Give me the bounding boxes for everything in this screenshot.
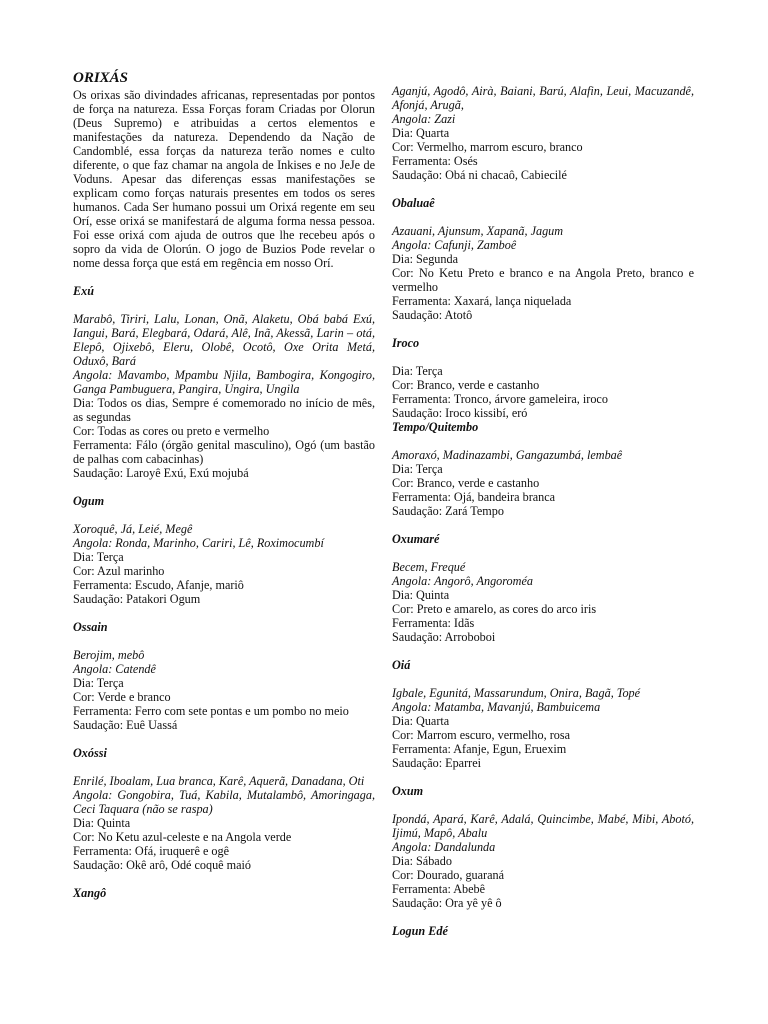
section-heading-obaluae: Obaluaê <box>392 196 435 210</box>
oia-ferramenta: Ferramenta: Afanje, Egun, Eruexim <box>392 742 567 756</box>
oxossi-angola: Angola: Gongobira, Tuá, Kabila, Mutalambô, Amoringaga, Ceci Taquara (não se raspa) <box>73 788 375 816</box>
oxumare-cor: Cor: Preto e amarelo, as cores do arco iris <box>392 602 597 616</box>
spacer <box>392 350 694 364</box>
section-heading-oxossi: Oxóssi <box>73 746 107 760</box>
oxumare-names: Becem, Frequé <box>392 560 466 574</box>
oxumare-ferramenta: Ferramenta: Idãs <box>392 616 475 630</box>
page-title: ORIXÁS <box>73 70 129 86</box>
spacer <box>392 672 694 686</box>
iroco-dia: Dia: Terça <box>392 364 443 378</box>
oxumare-angola: Angola: Angorô, Angoroméa <box>392 574 533 588</box>
oia-names: Igbale, Egunitá, Massarundum, Onira, Bagã, Topé <box>392 686 641 700</box>
ogum-angola: Angola: Ronda, Marinho, Cariri, Lê, Roximocumbí <box>73 536 324 550</box>
obaluae-names: Azauani, Ajunsum, Xapanã, Jagum <box>392 224 564 238</box>
spacer <box>73 732 375 746</box>
oxossi-names: Enrilé, Iboalam, Lua branca, Karê, Aquerã, Danadana, Oti <box>73 774 365 788</box>
oxumare-saudacao: Saudação: Arroboboi <box>392 630 496 644</box>
exu-names: Marabô, Tiriri, Lalu, Lonan, Onã, Alaketu, Obá babá Exú, Iangui, Bará, Elegbará, Odará, Alê, Inã, Akessã, Larin – otá, Elepô, Ojixebô, Eleru, Olobê, Ocotô, Oxe Orita Metá, Oduxô, Bará <box>73 312 375 368</box>
intro-paragraph: Os orixas são divindades africanas, representadas por pontos de força na natureza. Essa Forças foram Criadas por Olorun (Deus Supremo) e atribuidas a certos elementos e manifestações da natureza. Dependendo da Nação de Candomblé, essa forças da natureza terão nomes e culto diferente, o que faz chamar na angola de Inkises e no JeJe de Voduns. Apesar das diferenças essas manifestações se explicam como forças naturais presentes em todos os seres humanos. Cada Ser humano possui um Orixá regente em seu Orí, esse orixá se manifestará de alguma forma nessa pessoa. Foi esse orixá com ajuda de outros que lhe recebeu após o sopro da vida de Olorún. O jogo de Buzios Pode revelar o nome dessa força que está em regência em nosso Orí. <box>73 88 375 270</box>
obaluae-cor: Cor: No Ketu Preto e branco e na Angola Preto, branco e vermelho <box>392 266 694 294</box>
right-column <box>392 84 694 938</box>
exu-cor: Cor: Todas as cores ou preto e vermelho <box>73 424 270 438</box>
ogum-cor: Cor: Azul marinho <box>73 564 165 578</box>
exu-saudacao: Saudação: Laroyê Exú, Exú mojubá <box>73 466 249 480</box>
oxum-dia: Dia: Sábado <box>392 854 452 868</box>
section-heading-exu: Exú <box>73 284 95 298</box>
xango-cor: Cor: Vermelho, marrom escuro, branco <box>392 140 583 154</box>
oxossi-ferramenta: Ferramenta: Ofá, iruquerê e ogê <box>73 844 229 858</box>
ossain-saudacao: Saudação: Euê Uassá <box>73 718 178 732</box>
section-heading-xango: Xangô <box>73 886 107 900</box>
spacer <box>73 270 375 284</box>
spacer <box>73 298 375 312</box>
section-heading-ogum: Ogum <box>73 494 105 508</box>
ossain-ferramenta: Ferramenta: Ferro com sete pontas e um pombo no meio <box>73 704 349 718</box>
oia-cor: Cor: Marrom escuro, vermelho, rosa <box>392 728 571 742</box>
spacer <box>392 546 694 560</box>
left-column <box>73 70 375 900</box>
spacer <box>73 606 375 620</box>
oxossi-cor: Cor: No Ketu azul-celeste e na Angola verde <box>73 830 292 844</box>
section-heading-tempo: Tempo/Quitembo <box>392 420 479 434</box>
spacer <box>73 634 375 648</box>
ogum-saudacao: Saudação: Patakori Ogum <box>73 592 201 606</box>
spacer <box>392 798 694 812</box>
tempo-names: Amoraxó, Madinazambi, Gangazumbá, lembaê <box>392 448 623 462</box>
spacer <box>392 644 694 658</box>
xango-names: Aganjú, Agodô, Airà, Baiani, Barú, Alafin, Leui, Macuzandê, Afonjá, Arugã, <box>392 84 694 112</box>
xango-ferramenta: Ferramenta: Osés <box>392 154 478 168</box>
spacer <box>392 182 694 196</box>
ossain-angola: Angola: Catendê <box>73 662 156 676</box>
tempo-ferramenta: Ferramenta: Ojá, bandeira branca <box>392 490 556 504</box>
section-heading-iroco: Iroco <box>392 336 420 350</box>
oia-saudacao: Saudação: Eparrei <box>392 756 481 770</box>
section-heading-oia: Oiá <box>392 658 411 672</box>
oxossi-dia: Dia: Quinta <box>73 816 131 830</box>
iroco-ferramenta: Ferramenta: Tronco, árvore gameleira, iroco <box>392 392 608 406</box>
xango-dia: Dia: Quarta <box>392 126 450 140</box>
oxossi-saudacao: Saudação: Okê arô, Odé coquê maió <box>73 858 252 872</box>
oia-angola: Angola: Matamba, Mavanjú, Bambuicema <box>392 700 601 714</box>
tempo-saudacao: Saudação: Zará Tempo <box>392 504 504 518</box>
ossain-cor: Cor: Verde e branco <box>73 690 171 704</box>
ogum-names: Xoroquê, Já, Leié, Megê <box>73 522 193 536</box>
section-heading-oxum: Oxum <box>392 784 424 798</box>
obaluae-saudacao: Saudação: Atotô <box>392 308 473 322</box>
oxumare-dia: Dia: Quinta <box>392 588 450 602</box>
spacer <box>73 872 375 886</box>
ossain-dia: Dia: Terça <box>73 676 124 690</box>
exu-dia: Dia: Todos os dias, Sempre é comemorado no início de mês, as segundas <box>73 396 375 424</box>
spacer <box>392 434 694 448</box>
section-heading-logun: Logun Edé <box>392 924 448 938</box>
xango-angola: Angola: Zazi <box>392 112 456 126</box>
tempo-dia: Dia: Terça <box>392 462 443 476</box>
spacer <box>73 480 375 494</box>
spacer <box>392 518 694 532</box>
iroco-cor: Cor: Branco, verde e castanho <box>392 378 540 392</box>
xango-saudacao: Saudação: Obá ni chacaô, Cabiecilé <box>392 168 567 182</box>
section-heading-ossain: Ossain <box>73 620 108 634</box>
obaluae-ferramenta: Ferramenta: Xaxará, lança niquelada <box>392 294 572 308</box>
spacer <box>392 910 694 924</box>
oxum-angola: Angola: Dandalunda <box>392 840 496 854</box>
tempo-cor: Cor: Branco, verde e castanho <box>392 476 540 490</box>
oxum-names: Ipondá, Apará, Karê, Adalá, Quincimbe, Mabé, Mibi, Abotó, Ijimú, Mapô, Abalu <box>392 812 694 840</box>
ogum-ferramenta: Ferramenta: Escudo, Afanje, mariô <box>73 578 244 592</box>
oxum-saudacao: Saudação: Ora yê yê ô <box>392 896 502 910</box>
spacer <box>392 322 694 336</box>
oxum-cor: Cor: Dourado, guaraná <box>392 868 505 882</box>
exu-angola: Angola: Mavambo, Mpambu Njila, Bambogira, Kongogiro, Ganga Pambuguera, Pangira, Ungira, Ungila <box>73 368 375 396</box>
section-heading-oxumare: Oxumaré <box>392 532 440 546</box>
oia-dia: Dia: Quarta <box>392 714 450 728</box>
iroco-saudacao: Saudação: Iroco kissibí, eró <box>392 406 528 420</box>
spacer <box>73 508 375 522</box>
spacer <box>392 770 694 784</box>
ossain-names: Berojim, mebô <box>73 648 145 662</box>
oxum-ferramenta: Ferramenta: Abebê <box>392 882 486 896</box>
obaluae-angola: Angola: Cafunji, Zamboê <box>392 238 517 252</box>
obaluae-dia: Dia: Segunda <box>392 252 459 266</box>
spacer <box>73 760 375 774</box>
exu-ferramenta: Ferramenta: Fálo (órgão genital masculino), Ogó (um bastão de palhas com cabacinhas) <box>73 438 375 466</box>
spacer <box>392 210 694 224</box>
ogum-dia: Dia: Terça <box>73 550 124 564</box>
